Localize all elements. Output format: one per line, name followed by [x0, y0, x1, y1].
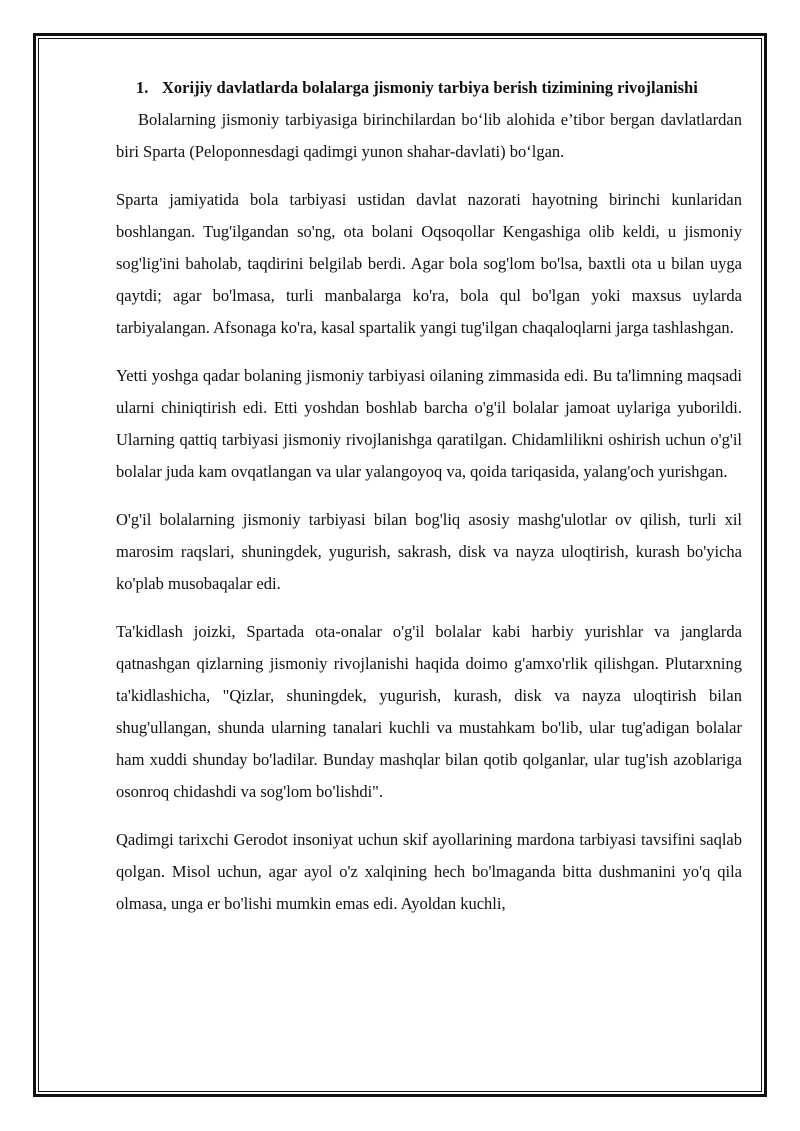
section-title: Xorijiy davlatlarda bolalarga jismoniy tarbiya berish tizimining rivojlanishi [162, 78, 698, 97]
paragraph-1: Bolalarning jismoniy tarbiyasiga birinchilardan bo‘lib alohida e’tibor bergan davlatlardan biri Sparta (Peloponnesdagi qadimgi yunon shahar-davlati) bo‘lgan. [116, 110, 742, 161]
section-heading [116, 72, 742, 104]
paragraph-3: Yetti yoshga qadar bolaning jismoniy tarbiyasi oilaning zimmasida edi. Bu ta'limning maqsadi ularni chiniqtirish edi. Etti yoshdan boshlab barcha o'g'il bolalar jamoat uylariga yuborildi. Ularning qattiq tarbiyasi jismoniy rivojlanishga qaratilgan. Chidamlilikni oshirish uchun o'g'il bolalar juda kam ovqatlangan va ular yalangoyoq va, qoida tariqasida, yalang'och yurishgan. [116, 366, 742, 481]
document-body [116, 72, 742, 936]
paragraph-4: O'g'il bolalarning jismoniy tarbiyasi bilan bog'liq asosiy mashg'ulotlar ov qilish, turli xil marosim raqslari, shuningdek, yugurish, sakrash, disk va nayza uloqtirish, kurash bo'yicha ko'plab musobaqalar edi. [116, 510, 742, 593]
paragraph-6: Qadimgi tarixchi Gerodot insoniyat uchun skif ayollarining mardona tarbiyasi tavsifini saqlab qolgan. Misol uchun, agar ayol o'z xalqining hech bo'lmaganda bitta dushmanini yo'q qila olmasa, unga er bo'lishi mumkin emas edi. Ayoldan kuchli, [116, 830, 742, 913]
paragraph-5: Ta'kidlash joizki, Spartada ota-onalar o'g'il bolalar kabi harbiy yurishlar va janglarda qatnashgan qizlarning jismoniy rivojlanishi haqida doimo g'amxo'rlik qilishgan. Plutarxning ta'kidlashicha, "Qizlar, shuningdek, yugurish, kurash, disk va nayza uloqtirish bilan shug'ullangan, shunda ularning tanalari kuchli va mustahkam bo'lib, ular tug'adigan bolalar ham xuddi shunday bo'ladilar. Bunday mashqlar bilan qotib qolganlar, ular tug'ish azoblariga osonroq chidashdi va sog'lom bo'lishdi". [116, 622, 742, 801]
paragraph-2: Sparta jamiyatida bola tarbiyasi ustidan davlat nazorati hayotning birinchi kunlaridan boshlangan. Tug'ilgandan so'ng, ota bolani Oqsoqollar Kengashiga olib keldi, u jismoniy sog'lig'ini baholab, taqdirini belgilab berdi. Agar bola sog'lom bo'lsa, baxtli ota u bilan uyga qaytdi; agar bo'lmasa, turli manbalarga ko'ra, bola qul bo'lgan yoki maxsus uylarda tarbiyalangan. Afsonaga ko'ra, kasal spartalik yangi tug'ilgan chaqaloqlarni jarga tashlashgan. [116, 190, 742, 337]
section-number: 1. [136, 78, 149, 97]
